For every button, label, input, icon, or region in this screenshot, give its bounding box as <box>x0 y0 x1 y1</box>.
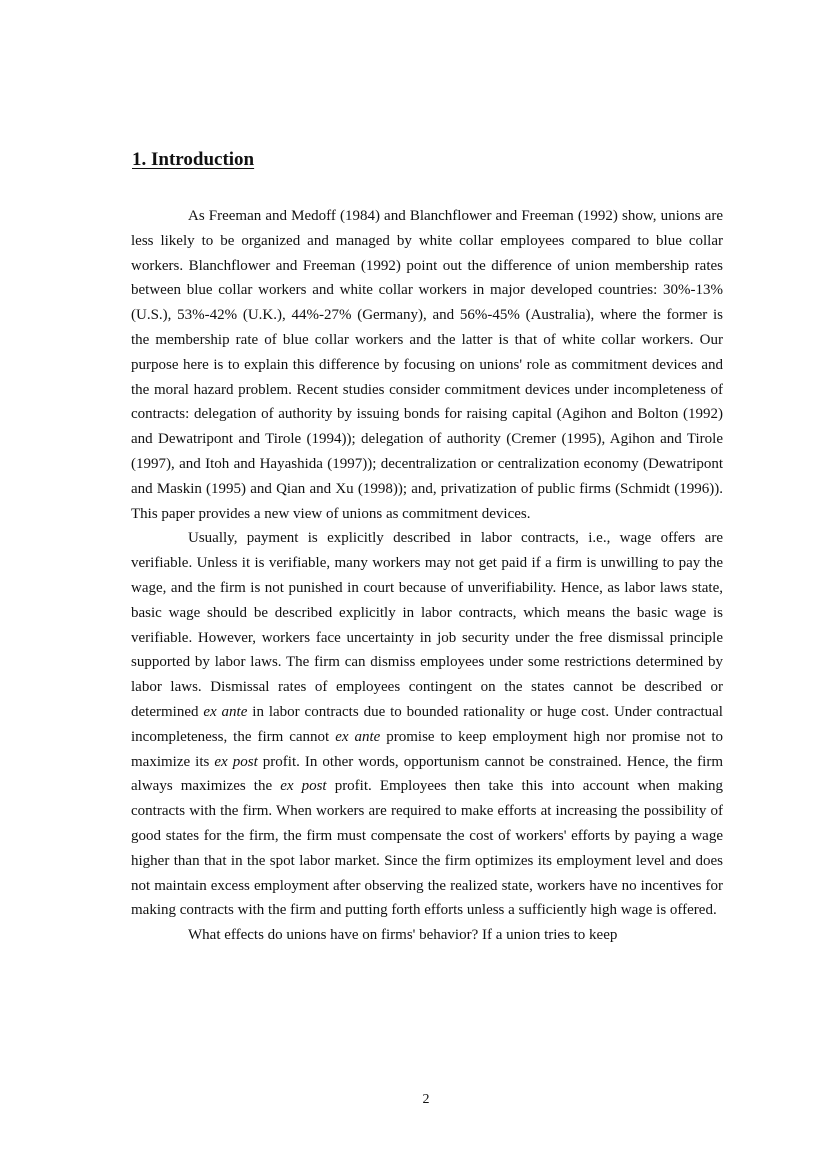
text-run: promise to keep employment high nor promise not to maximize its <box>131 728 724 770</box>
text-run: profit. In other words, opportunism cannot be constrained. Hence, the firm always maximizes the <box>131 753 723 795</box>
italic-text-run: ex ante <box>203 703 248 720</box>
text-run: profit. Employees then take this into account when making contracts with the firm. When workers are required to make efforts at increasing the possibility of good states for the firm, the firm must compensate the cost of workers' efforts by paying a wage higher than that in the spot labor market. Since the firm optimizes its employment level and does not maintain excess employment after observing the realized state, workers have no incentives for making contracts with the firm and putting forth efforts unless a sufficiently high wage is offered. <box>131 778 723 919</box>
text-run: What effects do unions have on firms' behavior? If a union tries to keep <box>188 927 618 944</box>
page-number: 2 <box>422 1092 430 1107</box>
italic-text-run: ex post <box>280 778 327 795</box>
text-run: Usually, payment is explicitly described in labor contracts, i.e., wage offers are verifiable. Unless it is verifiable, many workers may not get paid if a firm is unwilling to pay the wage, and the firm is not punished in court because of unverifiability. Hence, as labor laws state, basic wage should be described explicitly in labor contracts, which means the basic wage is verifiable. However, workers face uncertainty in job security under the free dismissal principle supported by labor laws. The firm can dismiss employees under some restrictions determined by labor laws. Dismissal rates of employees contingent on the states cannot be described or determined <box>131 530 723 720</box>
paragraph <box>131 526 723 923</box>
italic-text-run: ex post <box>214 753 258 770</box>
italic-text-run: ex ante <box>335 728 381 745</box>
text-run: As Freeman and Medoff (1984) and Blanchflower and Freeman (1992) show, unions are less likely to be organized and managed by white collar employees compared to blue collar workers. Blanchflower and Freeman (1992) point out the difference of union membership rates between blue collar workers and white collar workers in major developed countries: 30%-13% (U.S.), 53%-42% (U.K.), 44%-27% (Germany), and 56%-45% (Australia), where the former is the membership rate of blue collar workers and the latter is that of white collar workers. Our purpose here is to explain this difference by focusing on unions' role as commitment devices and the moral hazard problem. Recent studies consider commitment devices under incompleteness of contracts: delegation of authority by issuing bonds for raising capital (Agihon and Bolton (1992) and Dewatripont and Tirole (1994)); delegation of authority (Cremer (1995), Agihon and Tirole (1997), and Itoh and Hayashida (1997)); decentralization or centralization economy (Dewatripont and Maskin (1995) and Qian and Xu (1998)); and, privatization of public firms (Schmidt (1996)). This paper provides a new view of unions as commitment devices. <box>131 208 723 522</box>
paragraph <box>131 923 723 948</box>
section-heading: 1. Introduction <box>132 149 255 170</box>
text-run: in labor contracts due to bounded rationality or huge cost. Under contractual incompleteness, the firm cannot <box>131 703 723 745</box>
paragraph <box>131 204 723 526</box>
body-text <box>131 204 723 948</box>
